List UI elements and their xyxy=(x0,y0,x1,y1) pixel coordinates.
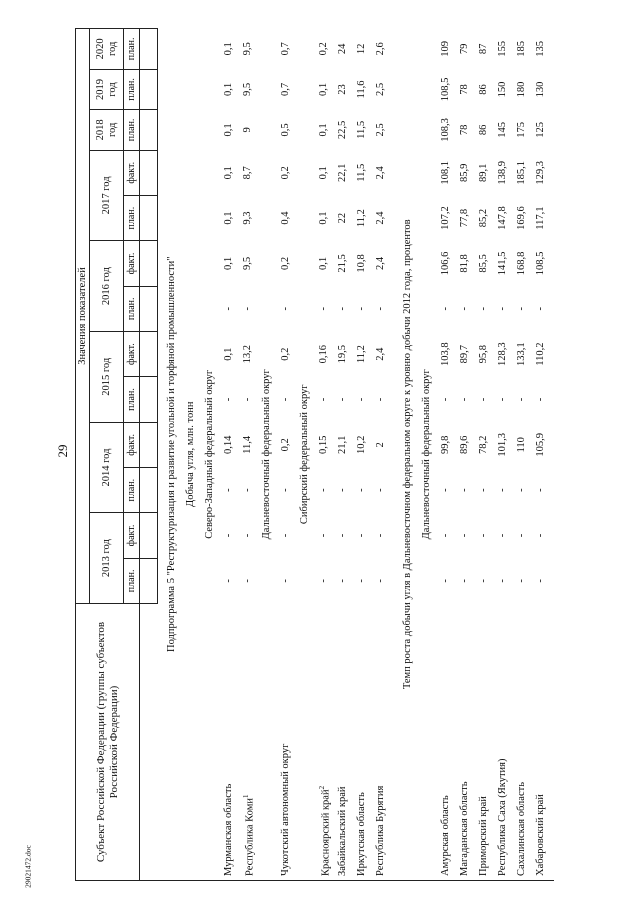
value-cell: 22,1 xyxy=(337,163,348,182)
section-growth-rate: Темп роста добычи угля в Дальневосточном федеральном округе к уровню добычи 2012 года, процентов xyxy=(402,29,421,881)
value-cell: 0,1 xyxy=(223,211,234,225)
subject-name-text: Чукотский автономный округ xyxy=(280,743,291,876)
value-cell: - xyxy=(337,533,348,538)
value-cell: - xyxy=(356,533,367,538)
header-fact: факт. xyxy=(124,513,140,558)
value-cell: 99,8 xyxy=(440,435,451,455)
value-cell: 9,5 xyxy=(242,82,253,96)
value-cell: - xyxy=(535,488,546,492)
value-cell: - xyxy=(318,488,329,492)
value-cell: 0,2 xyxy=(280,166,291,180)
value-cell: 11,4 xyxy=(242,435,253,454)
header-fact: факт. xyxy=(124,422,140,467)
header-year: 2015 год xyxy=(90,331,124,422)
section-fe-district-2: Дальневосточный федеральный округ xyxy=(421,29,440,881)
value-cell: 11,2 xyxy=(356,209,367,228)
table-row xyxy=(497,29,516,881)
table-row xyxy=(356,29,375,881)
value-cell: 0,15 xyxy=(318,435,329,455)
header-plan: план. xyxy=(124,110,140,150)
table-row xyxy=(318,29,337,881)
subject-name-text: Магаданская область xyxy=(459,781,470,876)
value-cell: 0,7 xyxy=(280,82,291,96)
value-cell: 108,5 xyxy=(440,77,451,102)
subject-name-text: Сахалинская область xyxy=(516,782,527,876)
value-cell: - xyxy=(497,488,508,492)
value-cell: 95,8 xyxy=(478,344,489,364)
value-cell: - xyxy=(280,488,291,492)
value-cell: - xyxy=(242,307,253,311)
value-cell: - xyxy=(223,533,234,538)
value-cell: - xyxy=(356,307,367,311)
value-cell: 108,1 xyxy=(440,160,451,185)
value-cell: 23 xyxy=(337,84,348,95)
value-cell: 85,5 xyxy=(478,254,489,273)
header-plan: план. xyxy=(124,69,140,109)
value-cell: - xyxy=(375,488,386,492)
indicators-table xyxy=(75,28,554,881)
value-cell: 185,1 xyxy=(516,160,527,185)
header-year: 2019 год xyxy=(90,69,124,109)
value-cell: - xyxy=(497,579,508,583)
value-cell: - xyxy=(516,307,527,311)
value-cell: - xyxy=(497,533,508,538)
value-cell: - xyxy=(223,307,234,311)
value-cell: 141,5 xyxy=(497,251,508,276)
value-cell: - xyxy=(478,579,489,583)
value-cell: - xyxy=(356,397,367,402)
value-cell: - xyxy=(459,307,470,311)
header-group: Значения показателей xyxy=(76,29,90,604)
value-cell: 0,2 xyxy=(280,438,291,452)
value-cell: 21,5 xyxy=(337,254,348,273)
value-cell: 0,2 xyxy=(280,347,291,361)
header-plan: план. xyxy=(124,377,140,422)
value-cell: - xyxy=(318,307,329,311)
value-cell: 135 xyxy=(535,40,546,57)
header-subject: Субъект Российской Федерации (группы субъектов Российской Федерации) xyxy=(76,604,140,881)
value-cell: - xyxy=(318,579,329,583)
value-cell: 155 xyxy=(497,40,508,57)
table-row xyxy=(223,29,242,881)
value-cell: - xyxy=(478,533,489,538)
subject-name-text: Амурская область xyxy=(440,795,451,876)
value-cell: 110 xyxy=(516,437,527,453)
value-cell: 0,7 xyxy=(280,42,291,56)
value-cell: - xyxy=(497,397,508,402)
value-cell: 175 xyxy=(516,122,527,138)
value-cell: - xyxy=(375,579,386,583)
value-cell: 0,1 xyxy=(223,82,234,96)
value-cell: 22,5 xyxy=(337,120,348,140)
value-cell: - xyxy=(459,488,470,492)
value-cell: 19,5 xyxy=(337,344,348,364)
row-subject-name xyxy=(356,604,375,881)
subject-name-text: Забайкальский край xyxy=(337,786,348,876)
value-cell: 147,8 xyxy=(497,206,508,230)
value-cell: 89,6 xyxy=(459,435,470,455)
value-cell: - xyxy=(440,533,451,538)
value-cell: - xyxy=(459,397,470,402)
header-plan: план. xyxy=(124,29,140,70)
value-cell: 2,5 xyxy=(375,123,386,137)
value-cell: - xyxy=(516,579,527,583)
value-cell: 103,8 xyxy=(440,342,451,366)
value-cell: - xyxy=(223,579,234,583)
value-cell: - xyxy=(440,307,451,311)
value-cell: 9 xyxy=(242,127,253,133)
value-cell: - xyxy=(337,397,348,402)
subject-name-text: Иркутская область xyxy=(356,792,367,876)
table-header xyxy=(76,29,158,881)
value-cell: - xyxy=(516,488,527,492)
value-cell: 10,8 xyxy=(356,254,367,273)
value-cell: - xyxy=(497,307,508,311)
section-sib-district: Сибирский федеральный округ xyxy=(299,29,318,881)
value-cell: 130 xyxy=(535,81,546,98)
value-cell: 138,9 xyxy=(497,160,508,185)
value-cell: 10,2 xyxy=(356,435,367,455)
value-cell: 2,4 xyxy=(375,347,386,361)
value-cell: 12 xyxy=(356,43,367,55)
value-cell: - xyxy=(356,579,367,583)
section-nw-district: Северо-Западный федеральный округ xyxy=(204,29,223,881)
row-subject-name xyxy=(242,604,261,881)
value-cell: 24 xyxy=(337,43,348,55)
value-cell: - xyxy=(242,488,253,492)
value-cell: 2,6 xyxy=(375,42,386,56)
row-subject-name xyxy=(440,604,459,881)
header-year: 2013 год xyxy=(90,513,124,604)
value-cell: 0,1 xyxy=(318,211,329,225)
section-coal-output: Добыча угля, млн. тонн xyxy=(185,29,204,881)
value-cell: 78,2 xyxy=(478,435,489,455)
value-cell: 0,5 xyxy=(280,123,291,137)
table-row xyxy=(242,29,261,881)
value-cell: - xyxy=(440,397,451,402)
value-cell: 0,1 xyxy=(223,166,234,180)
subject-name-text: Республика Бурятия xyxy=(375,785,386,876)
value-cell: - xyxy=(242,579,253,583)
header-year: 2017 год xyxy=(90,150,124,241)
value-cell: - xyxy=(375,307,386,311)
header-plan: план. xyxy=(124,558,140,603)
header-fact: факт. xyxy=(124,331,140,376)
value-cell: - xyxy=(516,397,527,402)
table-row xyxy=(280,29,299,881)
value-cell: 79 xyxy=(459,43,470,55)
table-row xyxy=(459,29,478,881)
value-cell: - xyxy=(440,488,451,492)
value-cell: 169,6 xyxy=(516,206,527,230)
value-cell: 2,4 xyxy=(375,166,386,180)
value-cell: 22 xyxy=(337,212,348,224)
value-cell: 81,8 xyxy=(459,254,470,273)
value-cell: 89,7 xyxy=(459,344,470,364)
value-cell: - xyxy=(337,307,348,311)
row-subject-name xyxy=(375,604,394,881)
value-cell: 107,2 xyxy=(440,206,451,230)
value-cell: 0,1 xyxy=(318,123,329,137)
rotated-table-container xyxy=(75,28,635,881)
value-cell: 180 xyxy=(516,81,527,98)
row-subject-name xyxy=(535,604,554,881)
header-fact: факт. xyxy=(124,241,140,286)
footer-filename: 29021472.doc xyxy=(23,845,33,888)
value-cell: - xyxy=(535,397,546,402)
value-cell: 106,6 xyxy=(440,251,451,276)
value-cell: - xyxy=(535,307,546,311)
header-plan: план. xyxy=(124,286,140,331)
value-cell: 0,1 xyxy=(223,42,234,56)
value-cell: 77,8 xyxy=(459,208,470,228)
value-cell: 0,1 xyxy=(223,123,234,137)
value-cell: 0,1 xyxy=(223,256,234,271)
subject-name-text: Приморский край xyxy=(478,796,489,876)
value-cell: 78 xyxy=(459,124,470,136)
row-subject-name xyxy=(223,604,242,881)
value-cell: - xyxy=(356,488,367,492)
value-cell: 2 xyxy=(375,442,386,448)
value-cell: - xyxy=(337,488,348,492)
value-cell: 105,9 xyxy=(535,433,546,457)
value-cell: - xyxy=(318,533,329,538)
row-subject-name xyxy=(459,604,478,881)
subject-name-text: Красноярский край xyxy=(320,789,332,876)
row-subject-name xyxy=(516,604,535,881)
value-cell: 101,3 xyxy=(497,433,508,457)
value-cell: - xyxy=(242,533,253,538)
value-cell: 108,3 xyxy=(440,118,451,142)
row-subject-name xyxy=(280,604,299,881)
value-cell: 2,4 xyxy=(375,211,386,225)
value-cell: 86 xyxy=(478,124,489,136)
value-cell: 168,8 xyxy=(516,251,527,276)
value-cell: - xyxy=(280,533,291,538)
subject-name-text: Республика Саха (Якутия) xyxy=(497,758,508,876)
value-cell: - xyxy=(242,397,253,402)
value-cell: 85,2 xyxy=(478,208,489,228)
value-cell: 0,1 xyxy=(318,166,329,180)
subject-name-text: Мурманская область xyxy=(223,783,234,876)
value-cell: - xyxy=(280,397,291,402)
value-cell: 11,5 xyxy=(356,120,367,139)
value-cell: 0,1 xyxy=(318,82,329,96)
value-cell: 128,3 xyxy=(497,342,508,366)
value-cell: 0,2 xyxy=(318,42,329,56)
header-plan: план. xyxy=(124,195,140,240)
value-cell: 9,5 xyxy=(242,42,253,56)
value-cell: - xyxy=(280,307,291,311)
value-cell: - xyxy=(535,533,546,538)
value-cell: - xyxy=(440,579,451,583)
value-cell: - xyxy=(223,397,234,402)
value-cell: 86 xyxy=(478,84,489,95)
value-cell: 125 xyxy=(535,122,546,138)
value-cell: - xyxy=(280,579,291,583)
value-cell: 0,4 xyxy=(280,211,291,225)
value-cell: 78 xyxy=(459,84,470,95)
value-cell: 129,3 xyxy=(535,160,546,185)
value-cell: 11,2 xyxy=(356,345,367,364)
row-subject-name xyxy=(318,604,337,881)
subject-name-text: Хабаровский край xyxy=(535,794,546,876)
value-cell: 145 xyxy=(497,122,508,138)
table-row xyxy=(535,29,554,881)
header-plan: план. xyxy=(124,468,140,513)
value-cell: 185 xyxy=(516,40,527,57)
table-row xyxy=(440,29,459,881)
subject-name-text: Республика Коми xyxy=(244,798,256,876)
table-row xyxy=(337,29,356,881)
value-cell: - xyxy=(375,397,386,402)
row-subject-name xyxy=(497,604,516,881)
value-cell: 133,1 xyxy=(516,342,527,366)
value-cell: 117,1 xyxy=(535,206,546,230)
value-cell: - xyxy=(478,488,489,492)
value-cell: - xyxy=(516,533,527,538)
value-cell: 8,7 xyxy=(242,166,253,180)
value-cell: 11,5 xyxy=(356,163,367,182)
value-cell: 13,2 xyxy=(242,344,253,364)
table-row xyxy=(516,29,535,881)
value-cell: 89,1 xyxy=(478,163,489,182)
row-subject-name xyxy=(337,604,356,881)
value-cell: - xyxy=(337,579,348,583)
table-body xyxy=(158,29,555,881)
value-cell: 0,2 xyxy=(280,256,291,271)
header-year: 2018 год xyxy=(90,110,124,150)
header-year: 2016 год xyxy=(90,241,124,332)
row-subject-name xyxy=(478,604,497,881)
table-row xyxy=(478,29,497,881)
header-year: 2014 год xyxy=(90,422,124,513)
footnote-marker: 2 xyxy=(318,785,326,790)
value-cell: 0,1 xyxy=(318,256,329,271)
section-subprogram: Подпрограмма 5 "Реструктуризация и развитие угольной и торфяной промышленности" xyxy=(166,29,185,881)
value-cell: 11,6 xyxy=(356,80,367,99)
value-cell: 2,4 xyxy=(375,256,386,271)
value-cell: 9,5 xyxy=(242,256,253,271)
table-row xyxy=(375,29,394,881)
value-cell: - xyxy=(375,533,386,538)
value-cell: 21,1 xyxy=(337,435,348,455)
value-cell: 85,9 xyxy=(459,163,470,182)
header-fact: факт. xyxy=(124,150,140,195)
value-cell: 109 xyxy=(440,40,451,57)
value-cell: - xyxy=(459,579,470,583)
value-cell: 150 xyxy=(497,81,508,98)
value-cell: 2,5 xyxy=(375,82,386,96)
value-cell: 87 xyxy=(478,43,489,55)
section-fe-district: Дальневосточный федеральный округ xyxy=(261,29,280,881)
value-cell: 0,14 xyxy=(223,435,234,455)
page-number: 29 xyxy=(55,444,70,458)
value-cell: - xyxy=(223,488,234,492)
header-year: 2020 год xyxy=(90,29,124,70)
value-cell: - xyxy=(318,397,329,402)
value-cell: 9,3 xyxy=(242,211,253,225)
value-cell: 0,16 xyxy=(318,344,329,364)
value-cell: 0,1 xyxy=(223,347,234,361)
value-cell: - xyxy=(478,307,489,311)
value-cell: 108,5 xyxy=(535,251,546,276)
footnote-marker: 1 xyxy=(242,794,250,799)
value-cell: - xyxy=(478,397,489,402)
value-cell: 110,2 xyxy=(535,342,546,366)
value-cell: - xyxy=(459,533,470,538)
value-cell: - xyxy=(535,579,546,583)
